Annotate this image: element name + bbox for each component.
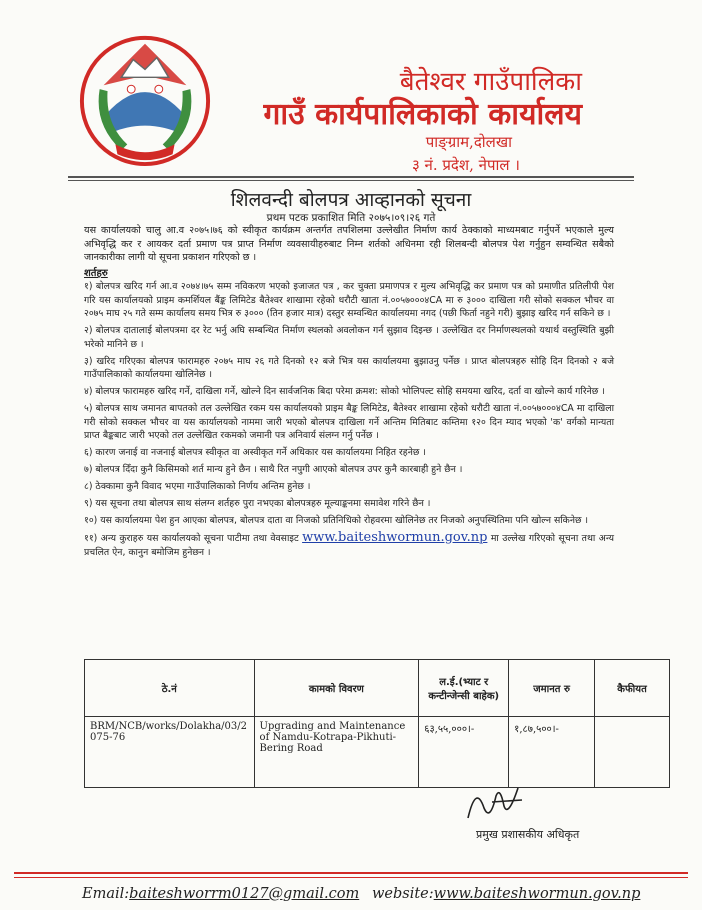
footer-divider-thin (14, 877, 688, 878)
estimate-cell: ६३,५५,०००।- (419, 717, 509, 788)
website-link[interactable]: www.baiteshwormun.gov.np (302, 530, 488, 545)
condition-item: ९) यस सूचना तथा बोलपत्र साथ संलग्न शर्तहरु पुरा नभएका बोलपत्रहरु मूल्याङ्कनमा समावेश गरिने छैन । (84, 498, 431, 509)
condition-item: ५) बोलपत्र साथ जमानत बापतको तल उल्लेखित रकम यस कार्यालयको प्राइम बैङ्क लिमिटेड, बैतेश्वर शाखामा रहेको धरौटी खाता नं.००५७०००४CA मा दाखिला गरी सोको सक्कल भौचर वा यस कार्यालयको नाममा जारी भएको बोलपत्र दाखिला गर्ने अन्तिम मितिबाट कम्तिमा १२० दिन म्याद भएको 'क' वर्गको मान्यता प्राप्त बैङ्कबाट जारी भएको तल उल्लेखित रकमको जमानी पत्र अनिवार्य संलग्न गर्नु पर्नेछ । (84, 403, 614, 441)
website-label: website: (372, 886, 434, 902)
table-row (85, 717, 670, 788)
condition-item: ३) खरिद गरिएका बोलपत्र फारामहरु २०७५ माघ २६ गते दिनको १२ बजे भित्र यस कार्यालयमा बुझाउनु पर्नेछ । प्राप्त बोलपत्रहरु सोहि दिन दिनको २ बजे गाउँपालिकाको कार्यालयमा खोलिनेछ । (84, 355, 614, 380)
condition-item: ४) बोलपत्र फारामहरु खरिद गर्ने, दाखिला गर्ने, खोल्ने दिन सार्वजनिक बिदा परेमा क्रमश: सोको भोलिपल्ट सोहि समयमा खरिद, दर्ता वा खोल्ने कार्य गरिनेछ । (84, 386, 605, 397)
condition-text: मा उल्लेख गरिएको सूचना तथा अन्य प्रचलित ऐन, कानुन बमोजिम हुनेछन । (84, 533, 615, 558)
office-address: पाङ्ग्राम,दोलखा (425, 133, 512, 151)
condition-item: १०) यस कार्यालयमा पेश हुन आएका बोलपत्र, बोलपत्र दाता वा निजको प्रतिनिधिको रोहवरमा खोलिनेछ तर निजको अनुपस्थितिमा पनि खोल्न सकिनेछ । (84, 515, 588, 526)
condition-item: ७) बोलपत्र दिँदा कुनै किसिमको शर्त मान्य हुने छैन । साथै रित नपुगी आएको बोलपत्र उपर कुनै कारबाही हुने छैन । (84, 464, 463, 475)
notice-intro: यस कार्यालयको चालु आ.व २०७५।७६ को स्वीकृत कार्यक्रम अन्तर्गत तपशिलमा उल्लेखीत निर्माण कार्य ठेक्काको माध्यमबाट गर्नुपर्ने भएकाले मुल्य अभिवृद्धि कर र आयकर दर्ता प्रमाण पत्र प्राप्त निर्माण व्यवसायीहरुबाट निम्न शर्तको अधिनमा रही शिलबन्दी बोलपत्र पेश गर्नुहुन सम्वन्धित सबैको जानकारीका लागी यो सूचना प्रकाशन गरिएको छ । (84, 225, 614, 264)
contract-number-cell: BRM/NCB/works/Dolakha/03/2075-76 (85, 717, 255, 788)
header-divider (68, 176, 634, 178)
condition-text: ११) अन्य कुराहरु यस कार्यालयको सूचना पाटीमा तथा वेवसाइट (84, 533, 303, 544)
office-name: गाउँ कार्यपालिकाको कार्यालय (263, 97, 582, 132)
nepal-government-emblem-icon (76, 30, 214, 168)
footer-website-link[interactable]: www.baiteshwormun.gov.np (433, 886, 641, 902)
footer-divider (14, 872, 688, 874)
signatory-title: प्रमुख प्रशासकीय अधिकृत (476, 828, 580, 841)
footer-website (372, 886, 640, 902)
notice-title: शिलवन्दी बोलपत्र आव्हानको सूचना (230, 189, 472, 211)
condition-item: १) बोलपत्र खरिद गर्न आ.व २०७४।७५ सम्म नविकरण भएको इजाजत पत्र , कर चुक्ता प्रमाणपत्र र मुल्य अभिवृद्धि कर प्रमाण पत्र को प्रमाणीत प्रतिलीपी पेश गरि यस कार्यालयको प्राइम कमर्शियल बैंङ्क लिमिटेड बैतेश्वर शाखामा रहेको धरौटी खाता नं.००५७०००४CA मा रु ३००० दाखिला गरी सोको सक्कल भौचर वा २०७५ माघ २५ गते सम्म कार्यालय समय भित्र रु ३००० (तिन हजार मात्र) दस्तुर सम्वन्धित कार्यालयमा नगद (पछी फिर्ता नहुने गरी) बुझाइ खरिद गर्न सकिने छ । (84, 281, 614, 319)
province-line: ३ नं. प्रदेश, नेपाल । (411, 156, 520, 174)
column-header: ल.ई.(भ्याट र कन्टीन्जेन्सी बाहेक) (419, 660, 509, 717)
email-label: Email: (82, 886, 130, 902)
condition-item: २) बोलपत्र दातालाई बोलपत्रमा दर रेट भर्नु अघि सम्बन्धित निर्माण स्थलको अवलोकन गर्न सुझाव दिइन्छ । उल्लेखित दर निर्माणस्थलको यथार्थ वस्तुस्थिति बुझी भरेको मानिने छ । (84, 325, 614, 350)
bid-security-cell: १,८७,५००।- (509, 717, 595, 788)
remarks-cell (595, 717, 670, 788)
column-header: ठे.नं (85, 660, 255, 717)
footer-email (82, 886, 359, 902)
signature-mark (462, 778, 532, 826)
municipality-name: बैतेश्वर गाउँपालिका (399, 67, 582, 97)
condition-item: ६) कारण जनाई वा नजनाई बोलपत्र स्वीकृत वा अस्वीकृत गर्ने अधिकार यस कार्यालयमा निहित रहनेछ । (84, 447, 426, 458)
header-divider-thin (68, 180, 634, 181)
bid-table (84, 659, 670, 788)
conditions-list (84, 280, 614, 563)
work-description-cell: Upgrading and Maintenance of Namdu-Kotrapa-Pikhuti-Bering Road (254, 717, 419, 788)
column-header: कामको विवरण (254, 660, 419, 717)
condition-item-website (84, 531, 614, 559)
email-link[interactable]: baiteshworrm0127@gmail.com (129, 886, 360, 902)
table-header-row (85, 660, 670, 717)
column-header: कैफीयत (595, 660, 670, 717)
column-header: जमानत रु (509, 660, 595, 717)
publication-date: प्रथम पटक प्रकाशित मिति २०७५।०९।२६ गते (266, 212, 436, 224)
conditions-heading: शर्तहरु (84, 268, 108, 279)
condition-item: ८) ठेक्कामा कुनै विवाद भएमा गाउँपालिकाको निर्णय अन्तिम हुनेछ । (84, 481, 311, 492)
